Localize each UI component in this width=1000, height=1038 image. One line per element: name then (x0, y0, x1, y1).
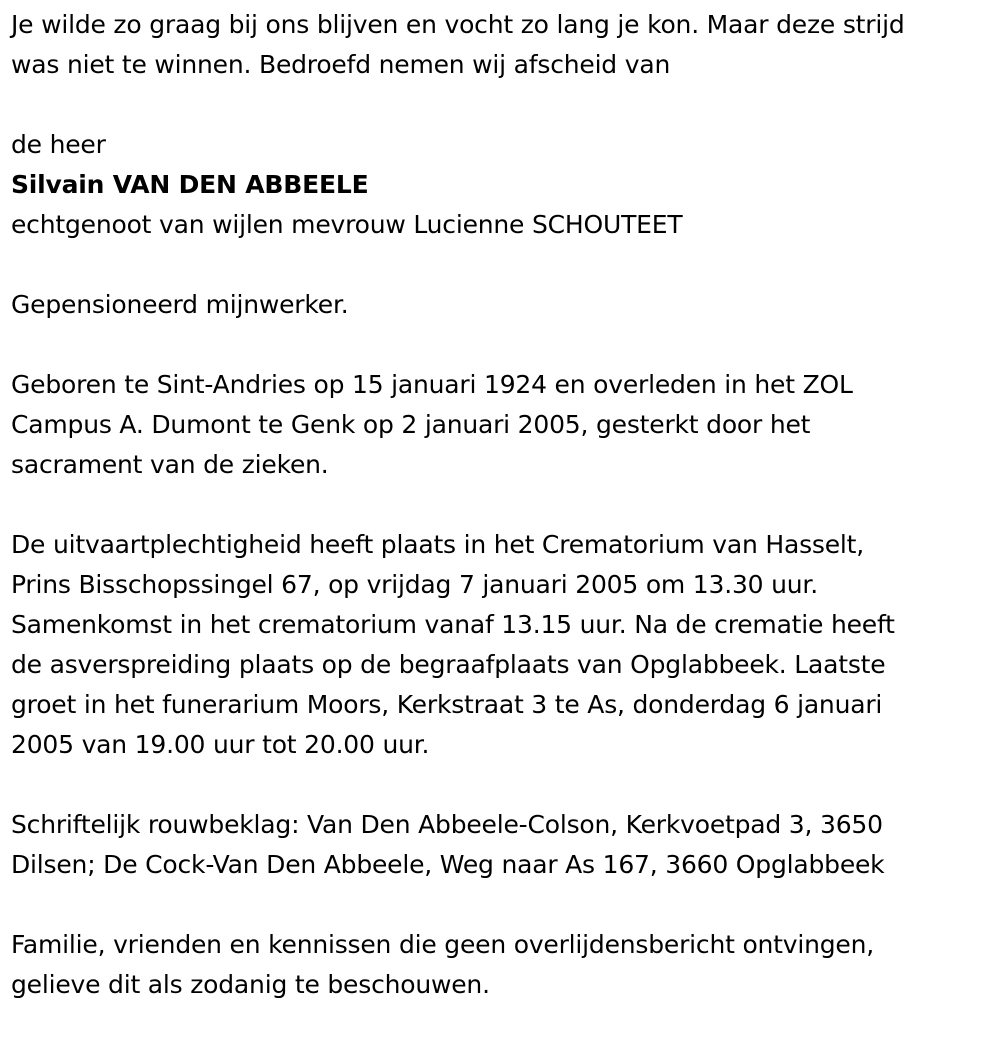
ceremony-line: Samenkomst in het crematorium vanaf 13.15 uur. Na de crematie heeft (11, 610, 895, 639)
spouse-line: echtgenoot van wijlen mevrouw Lucienne SCHOUTEET (11, 210, 683, 239)
spacer (11, 485, 986, 525)
spacer (11, 85, 986, 125)
closing-line: Familie, vrienden en kennissen die geen overlijdensbericht ontvingen, (11, 930, 875, 959)
birth-death-paragraph (11, 365, 986, 485)
deceased-block (11, 125, 986, 245)
birth-death-line: Geboren te Sint-Andries op 15 januari 1924 en overleden in het ZOL (11, 370, 853, 399)
condolences-paragraph (11, 805, 986, 885)
obituary-notice (11, 5, 986, 1005)
condolences-line: Schriftelijk rouwbeklag: Van Den Abbeele-Colson, Kerkvoetpad 3, 3650 (11, 810, 883, 839)
ceremony-paragraph (11, 525, 986, 765)
spacer (11, 885, 986, 925)
closing-line: gelieve dit als zodanig te beschouwen. (11, 970, 490, 999)
spacer (11, 325, 986, 365)
intro-line: Je wilde zo graag bij ons blijven en vocht zo lang je kon. Maar deze strijd (11, 10, 905, 39)
spacer (11, 765, 986, 805)
birth-death-line: sacrament van de zieken. (11, 450, 329, 479)
profession-paragraph (11, 285, 986, 325)
profession: Gepensioneerd mijnwerker. (11, 290, 349, 319)
birth-death-line: Campus A. Dumont te Genk op 2 januari 2005, gesterkt door het (11, 410, 811, 439)
intro-line: was niet te winnen. Bedroefd nemen wij afscheid van (11, 50, 671, 79)
deceased-name: Silvain VAN DEN ABBEELE (11, 170, 369, 199)
condolences-line: Dilsen; De Cock-Van Den Abbeele, Weg naar As 167, 3660 Opglabbeek (11, 850, 885, 879)
ceremony-line: de asverspreiding plaats op de begraafplaats van Opglabbeek. Laatste (11, 650, 886, 679)
ceremony-line: groet in het funerarium Moors, Kerkstraat 3 te As, donderdag 6 januari (11, 690, 883, 719)
ceremony-line: 2005 van 19.00 uur tot 20.00 uur. (11, 730, 430, 759)
closing-paragraph (11, 925, 986, 1005)
ceremony-line: Prins Bisschopssingel 67, op vrijdag 7 januari 2005 om 13.30 uur. (11, 570, 818, 599)
spacer (11, 245, 986, 285)
intro-paragraph (11, 5, 986, 85)
ceremony-line: De uitvaartplechtigheid heeft plaats in het Crematorium van Hasselt, (11, 530, 864, 559)
salutation: de heer (11, 130, 106, 159)
